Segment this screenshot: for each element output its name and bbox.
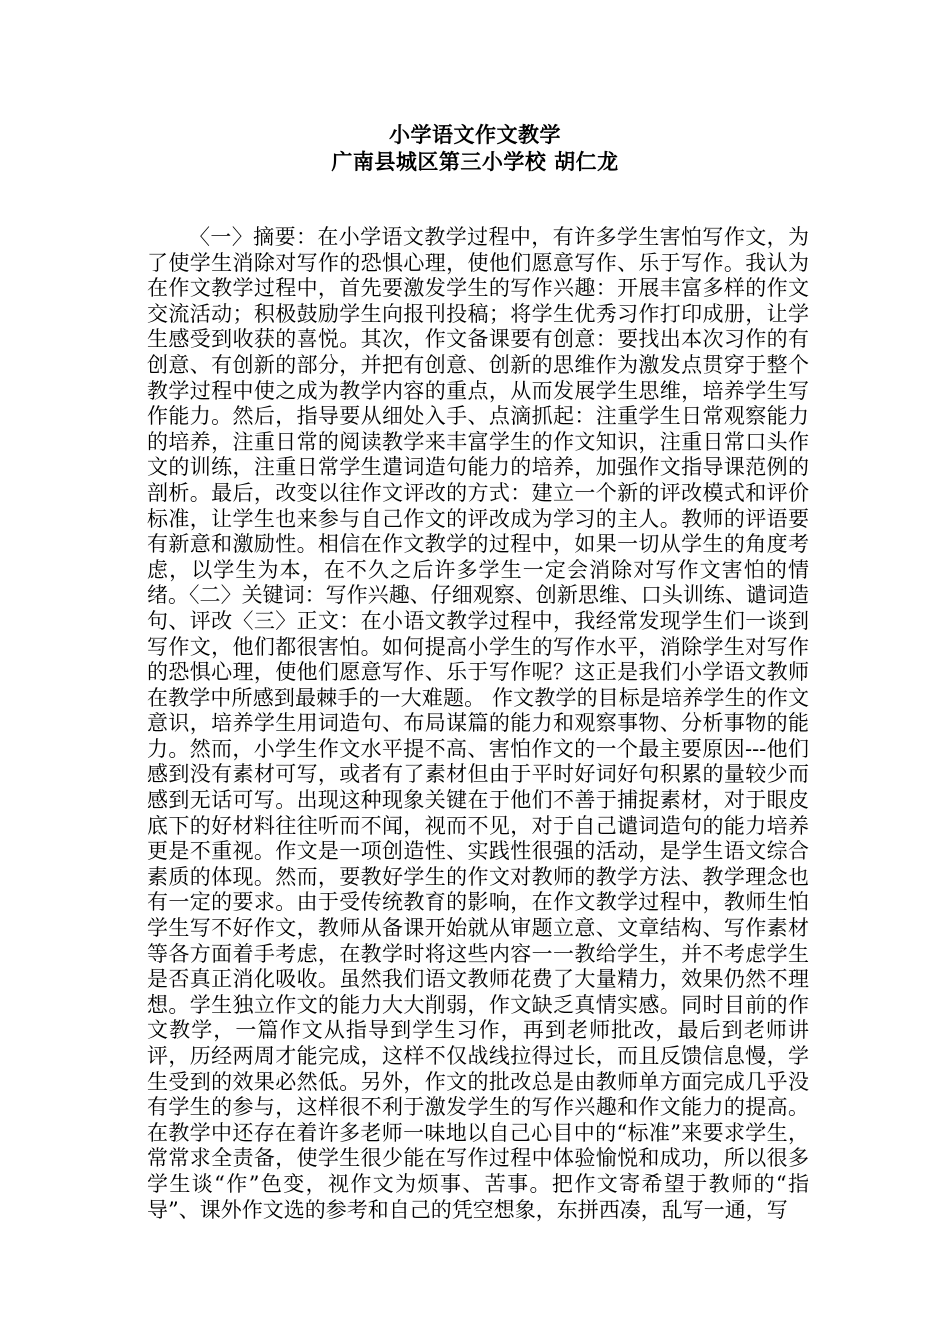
document-title: 小学语文作文教学 — [389, 122, 561, 147]
document-author-line: 广南县城区第三小学校 胡仁龙 — [331, 149, 619, 174]
body-paragraph: 〈一〉摘要：在小学语文教学过程中，有许多学生害怕写作文，为了使学生消除对写作的恐惧心理，使他们愿意写作、乐于写作。我认为在作文教学过程中，首先要激发学生的写作兴趣：开展丰富多样的作文交流活动；积极鼓励学生向报刊投稿；将学生优秀习作打印成册，让学生感受到收获的喜悦。其次，作文备课要有创意：要找出本次习作的有创意、有创新的部分，并把有创意、创新的思维作为激发点贯穿于整个教学过程中使之成为教学内容的重点，从而发展学生思维，培养学生写作能力。然后，指导要从细处入手、点滴抓起：注重学生日常观察能力的培养，注重日常的阅读教学来丰富学生的作文知识，注重日常口头作文的训练，注重日常学生遣词造句能力的培养，加强作文指导课范例的剖析。最后，改变以往作文评改的方式：建立一个新的评改模式和评价标准，让学生也来参与自己作文的评改成为学习的主人。教师的评语要有新意和激励性。相信在作文教学的过程中，如果一切从学生的角度考虑，以学生为本，在不久之后许多学生一定会消除对写作文害怕的情绪。〈二〉关键词：写作兴趣、仔细观察、创新思维、口头训练、谴词造句、评改〈三〉正文：在小语文教学过程中，我经常发现学生们一谈到写作文，他们都很害怕。如何提高小学生的写作水平，消除学生对写作的恐惧心理，使他们愿意写作、乐于写作呢？这正是我们小学语文教师在教学中所感到最棘手的一大难题。 作文教学的目标是培养学生的作文意识，培养学生用词造句、布局谋篇的能力和观察事物、分析事物的能力。然而，小学生作文水平提不高、害怕作文的一个最主要原因---他们感到没有素材可写，或者有了素材但由于平时好词好句积累的量较少而感到无话可写。出现这种现象关键在于他们不善于捕捉素材，对于眼皮底下的好材料往往听而不闻，视而不见，对于自己谴词造句的能力培养更是不重视。作文是一项创造性、实践性很强的活动，是学生语文综合素质的体现。然而，要教好学生的作文对教师的教学方法、教学理念也有一定的要求。由于受传统教育的影响，在作文教学过程中，教师生怕学生写不好作文，教师从备课开始就从审题立意、文章结构、写作素材等各方面着手考虑，在教学时将这些内容一一教给学生，并不考虑学生是否真正消化吸收。虽然我们语文教师花费了大量精力，效果仍然不理想。学生独立作文的能力大大削弱，作文缺乏真情实感。同时目前的作文教学，一篇作文从指导到学生习作，再到老师批改，最后到老师讲评，历经两周才能完成，这样不仅战线拉得过长，而且反馈信息慢，学生受到的效果必然低。另外，作文的批改总是由教师单方面完成几乎没有学生的参与，这样很不利于激发学生的写作兴趣和作文能力的提高。在教学中还存在着许多老师一味地以自己心目中的“标准”来要求学生，常常求全责备，使学生很少能在写作过程中体验愉悦和成功，所以很多学生谈“作”色变，视作文为烦事、苦事。把作文寄希望于教师的“指导”、课外作文选的参考和自己的凭空想象，东拼西凑，乱写一通，写 — [147, 225, 809, 1222]
title-block — [0, 121, 950, 175]
